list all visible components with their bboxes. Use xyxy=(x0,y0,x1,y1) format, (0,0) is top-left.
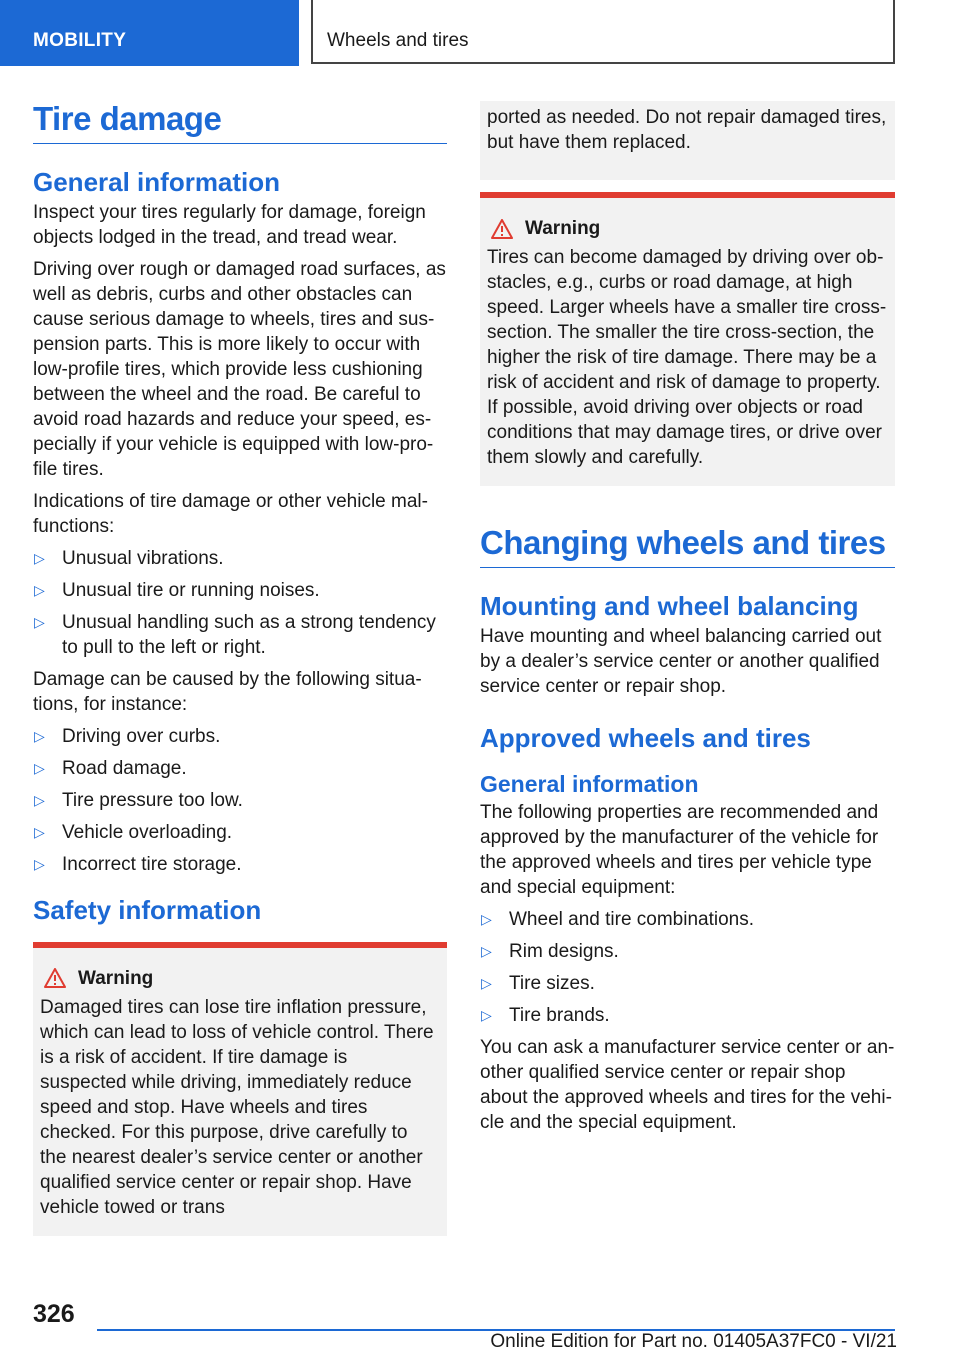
properties-list xyxy=(480,907,895,1028)
warning-title: Warning xyxy=(78,967,154,989)
list-item: ▷ Unusual tire or running noises. xyxy=(34,580,320,602)
list-item: ▷ Tire pressure too low. xyxy=(34,790,243,812)
triangle-bullet-icon: ▷ xyxy=(481,942,492,959)
triangle-bullet-icon: ▷ xyxy=(34,856,45,873)
triangle-bullet-icon: ▷ xyxy=(34,550,45,567)
heading-tire-damage: Tire damage xyxy=(33,98,447,144)
chapter-label: Wheels and tires xyxy=(311,0,895,64)
heading-general-information: General information xyxy=(480,770,699,797)
heading-safety-information: Safety information xyxy=(33,895,262,926)
warning-triangle-icon xyxy=(491,219,513,239)
list-item: ▷ Unusual vibrations. xyxy=(34,548,224,570)
page-header xyxy=(0,0,960,66)
triangle-bullet-icon: ▷ xyxy=(34,614,45,631)
list-item: ▷ Unusual handling such as a strong tendency to pull to the left or right. xyxy=(34,612,436,659)
list-item: ▷ Driving over curbs. xyxy=(34,726,221,748)
right-column xyxy=(480,101,895,1142)
list-item: ▷ Rim designs. xyxy=(481,940,619,962)
paragraph: Damage can be caused by the following situations, for instance: xyxy=(33,669,422,716)
warning-box xyxy=(33,942,447,1236)
warning-text: Tires can become damaged by driving over obstacles, e.g., curbs or road damage, at high speed. Larger wheels have a smaller tire cross-section. The smaller the tire cross-section, the higher the risk of tire damage. There may be a risk of accident and risk of damage to property. If possible, avoid driving over objects or road conditions that may damage tires, or drive over them slowly and carefully. xyxy=(487,247,887,468)
triangle-bullet-icon: ▷ xyxy=(34,792,45,809)
paragraph: Have mounting and wheel balancing carried out by a dealer’s service center or another qualified service center or repair shop. xyxy=(480,626,882,698)
list-item: ▷ Wheel and tire combinations. xyxy=(481,908,755,930)
paragraph: You can ask a manufacturer service center or another qualified service center or repair shop about the approved wheels and tires for the vehicle and the special equipment. xyxy=(480,1036,895,1133)
section-label: MOBILITY xyxy=(0,0,299,66)
left-column xyxy=(33,98,447,1236)
warning-continuation-box xyxy=(480,101,895,180)
triangle-bullet-icon: ▷ xyxy=(34,760,45,777)
heading-changing-wheels: Changing wheels and tires xyxy=(480,522,895,568)
list-item: ▷ Road damage. xyxy=(34,758,187,780)
paragraph: Indications of tire damage or other vehicle malfunctions: xyxy=(33,491,428,538)
list-item: ▷ Tire brands. xyxy=(481,1004,610,1026)
heading-approved-wheels: Approved wheels and tires xyxy=(480,723,811,754)
heading-general-information: General information xyxy=(33,167,281,198)
triangle-bullet-icon: ▷ xyxy=(481,1006,492,1023)
triangle-bullet-icon: ▷ xyxy=(481,910,492,927)
warning-box xyxy=(480,192,895,486)
warning-title: Warning xyxy=(525,218,601,239)
paragraph: The following properties are recommended and approved by the manufacturer of the vehicle for the approved wheels and tires per vehicle type and special equipment: xyxy=(480,801,879,898)
paragraph: Driving over rough or damaged road surfaces, as well as debris, curbs and other obstacles can cause serious damage to wheels, tires and suspension parts. This is more likely to occur with low-profile tires, which provide less cushioning between the wheel and the road. Be careful to avoid road hazards and reduce your speed, especially if your vehicle is equipped with low-profile tires. xyxy=(33,259,446,481)
warning-text: Damaged tires can lose tire inflation pressure, which can lead to loss of vehicle control. There is a risk of accident. If tire damage is suspected while driving, immediately reduce speed and stop. Have wheels and tires checked. For this purpose, drive carefully to the nearest dealer’s service center or another qualified service center or repair shop. Have vehicle towed or trans xyxy=(40,996,434,1218)
triangle-bullet-icon: ▷ xyxy=(34,728,45,745)
indications-list xyxy=(33,546,447,660)
page-number: 326 xyxy=(33,1300,75,1328)
edition-note: Online Edition for Part no. 01405A37FC0 - VI/21 xyxy=(490,1331,897,1352)
heading-mounting-balancing: Mounting and wheel balancing xyxy=(480,591,859,622)
triangle-bullet-icon: ▷ xyxy=(34,824,45,841)
warning-triangle-icon xyxy=(44,968,66,988)
triangle-bullet-icon: ▷ xyxy=(34,582,45,599)
situations-list xyxy=(33,724,447,877)
list-item: ▷ Tire sizes. xyxy=(481,972,595,994)
warning-text-continued: ported as needed. Do not repair damaged tires, but have them replaced. xyxy=(487,107,887,153)
list-item: ▷ Vehicle overloading. xyxy=(34,822,233,844)
paragraph: Inspect your tires regularly for damage, foreign objects lodged in the tread, and tread wear. xyxy=(33,202,426,249)
list-item: ▷ Incorrect tire storage. xyxy=(34,854,242,876)
triangle-bullet-icon: ▷ xyxy=(481,974,492,991)
